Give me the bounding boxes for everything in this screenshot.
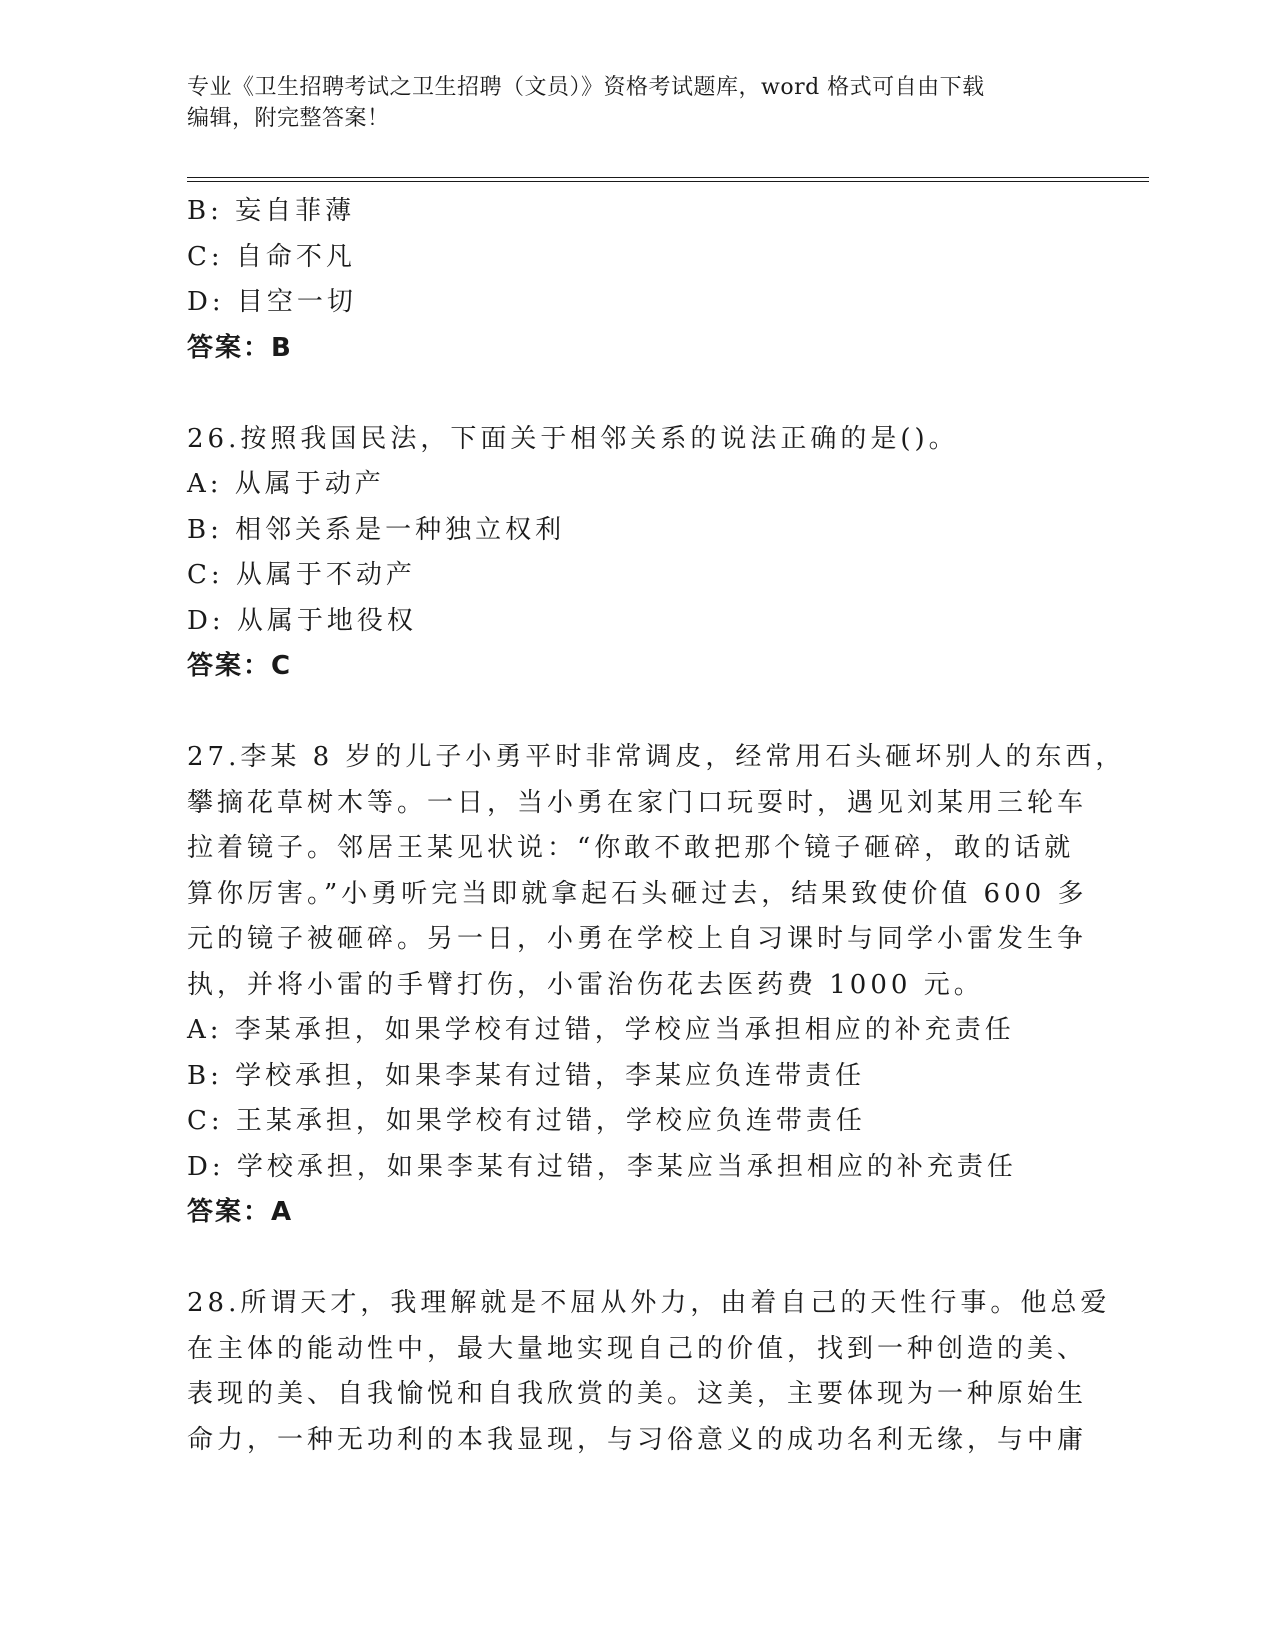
question-25-tail — [187, 189, 1067, 371]
option-a: A: 从属于动产 — [187, 469, 385, 499]
question-stem-line: 元的镜子被砸碎。另一日，小勇在学校上自习课时与同学小雷发生争 — [187, 924, 1088, 954]
option-b: B: 学校承担，如果李某有过错，李某应负连带责任 — [187, 1060, 866, 1091]
option-a: A: 李某承担，如果学校有过错，学校应当承担相应的补充责任 — [187, 1015, 1015, 1045]
header-double-rule — [187, 177, 1149, 182]
question-stem-line: 攀摘花草树木等。一日，当小勇在家门口玩耍时，遇见刘某用三轮车 — [187, 787, 1088, 818]
question-content — [187, 189, 1126, 1463]
question-stem-line: 28.所谓天才，我理解就是不屈从外力，由着自己的天性行事。他总爱 — [187, 1288, 1111, 1318]
option-c: C: 王某承担，如果学校有过错，学校应负连带责任 — [187, 1106, 866, 1136]
option-c: C: 从属于不动产 — [187, 560, 416, 590]
question-stem: 26.按照我国民法，下面关于相邻关系的说法正确的是()。 — [187, 423, 959, 454]
question-stem-line: 在主体的能动性中，最大量地实现自己的价值，找到一种创造的美、 — [187, 1333, 1088, 1364]
question-stem-line: 表现的美、自我愉悦和自我欣赏的美。这美，主要体现为一种原始生 — [187, 1379, 1088, 1409]
spacer — [187, 371, 1067, 417]
question-28 — [187, 1281, 1111, 1463]
document-header — [187, 72, 1067, 134]
spacer — [187, 690, 1067, 736]
question-stem-line: 27.李某 8 岁的儿子小勇平时非常调皮，经常用石头砸坏别人的东西， — [187, 742, 1126, 772]
option-b: B: 相邻关系是一种独立权利 — [187, 514, 566, 545]
question-26 — [187, 417, 1067, 690]
question-stem-line: 算你厉害。”小勇听完当即就拿起石头砸过去，结果致使价值 600 多 — [187, 878, 1088, 909]
spacer — [187, 1236, 1067, 1282]
option-d: D: 学校承担，如果李某有过错，李某应当承担相应的补充责任 — [187, 1151, 1017, 1182]
option-d: D: 从属于地役权 — [187, 605, 417, 636]
header-line-1: 专业《卫生招聘考试之卫生招聘（文员）》资格考试题库，word 格式可自由下载 — [187, 75, 985, 100]
question-stem-line: 命力，一种无功利的本我显现，与习俗意义的成功名利无缘，与中庸 — [187, 1424, 1088, 1455]
header-line-2: 编辑，附完整答案！ — [187, 106, 390, 131]
answer-label: 答案：C — [187, 651, 293, 681]
option-b: B: 妄自菲薄 — [187, 196, 356, 226]
question-stem-line: 拉着镜子。邻居王某见状说：“你敢不敢把那个镜子砸碎，敢的话就 — [187, 833, 1075, 863]
option-c: C: 自命不凡 — [187, 241, 356, 272]
option-d: D: 目空一切 — [187, 287, 357, 317]
question-stem-line: 执，并将小雷的手臂打伤，小雷治伤花去医药费 1000 元。 — [187, 969, 984, 1000]
answer-label: 答案：B — [187, 332, 293, 363]
question-27 — [187, 735, 1126, 1236]
answer-label: 答案：A — [187, 1197, 294, 1227]
